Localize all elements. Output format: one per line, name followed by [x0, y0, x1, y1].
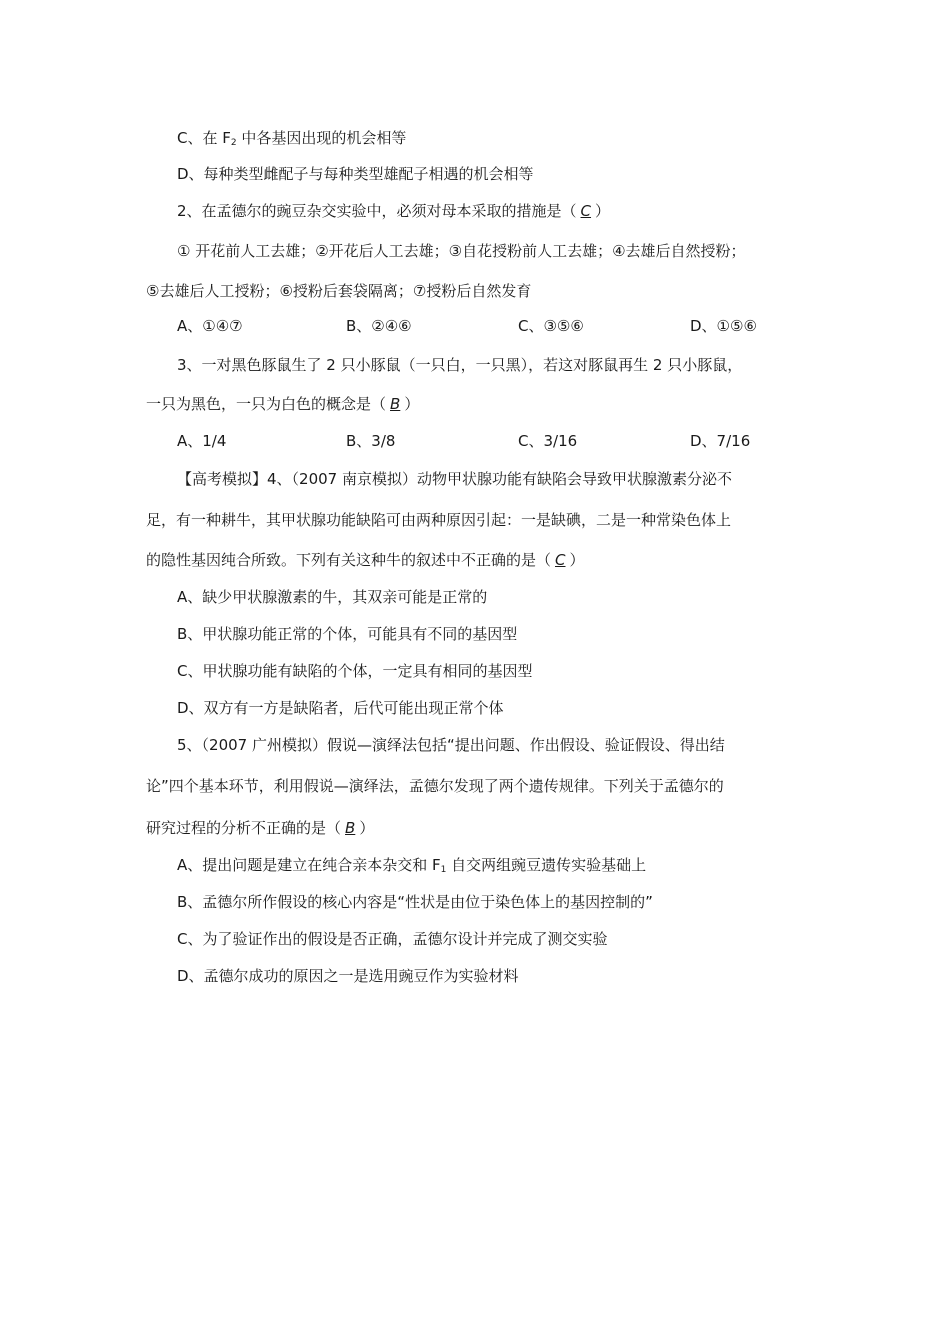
q5-option-a — [177, 855, 646, 875]
q4-option-d: D、双方有一方是缺陷者，后代可能出现正常个体 — [177, 699, 504, 717]
q4-option-a: A、缺少甲状腺激素的牛，其双亲可能是正常的 — [177, 588, 488, 606]
q4-option-b: B、甲状腺功能正常的个体，可能具有不同的基因型 — [177, 625, 518, 643]
q5-option-a-text: A、提出问题是建立在纯合亲本杂交和 F — [177, 856, 441, 874]
q3-stem-text: 一只为黑色，一只为白色的概念是（ — [146, 395, 387, 413]
q5-option-a-text-rest: 自交两组豌豆遗传实验基础上 — [446, 856, 647, 874]
q2-option-a: A、①④⑦ — [177, 317, 243, 335]
q5-stem-line3 — [146, 818, 374, 838]
q5-option-d: D、孟德尔成功的原因之一是选用豌豆作为实验材料 — [177, 967, 519, 985]
q2-option-c: C、③⑤⑥ — [518, 317, 584, 335]
q2-stem-close: ） — [595, 202, 611, 220]
q4-stem-line3 — [146, 550, 585, 570]
q3-stem-close: ） — [404, 395, 420, 413]
q1-option-c-text-rest: 中各基因出现的机会相等 — [236, 129, 407, 147]
q5-answer: B — [345, 819, 356, 837]
q3-answer: B — [390, 395, 401, 413]
q3-option-d: D、7/16 — [690, 432, 751, 450]
q4-stem-line1: 【高考模拟】4、（2007 南京模拟）动物甲状腺功能有缺陷会导致甲状腺激素分泌不 — [177, 470, 732, 488]
q5-option-a-subscript: 1 — [440, 865, 447, 875]
q5-stem-text: 研究过程的分析不正确的是（ — [146, 819, 342, 837]
q2-measures-line2: ⑤去雄后人工授粉；⑥授粉后套袋隔离；⑦授粉后自然发育 — [146, 282, 532, 300]
q2-measures-line1: ① 开花前人工去雄；②开花后人工去雄；③自花授粉前人工去雄；④去雄后自然授粉； — [177, 242, 746, 260]
q4-stem-line2: 足，有一种耕牛，其甲状腺功能缺陷可由两种原因引起：一是缺碘，二是一种常染色体上 — [146, 511, 732, 529]
q5-stem-close: ） — [359, 819, 375, 837]
q3-option-a: A、1/4 — [177, 432, 227, 450]
q1-option-c — [177, 128, 406, 148]
q3-stem-line1: 3、一对黑色豚鼠生了 2 只小豚鼠（一只白，一只黑），若这对豚鼠再生 2 只小豚鼠， — [177, 356, 743, 374]
q1-option-d: D、每种类型雌配子与每种类型雄配子相遇的机会相等 — [177, 165, 534, 183]
q3-option-c: C、3/16 — [518, 432, 578, 450]
q5-option-b: B、孟德尔所作假设的核心内容是“性状是由位于染色体上的基因控制的” — [177, 893, 653, 911]
q4-option-c: C、甲状腺功能有缺陷的个体，一定具有相同的基因型 — [177, 662, 533, 680]
q4-answer: C — [555, 551, 566, 569]
q1-option-c-text: C、在 F — [177, 129, 231, 147]
q3-option-b: B、3/8 — [346, 432, 396, 450]
q2-option-d: D、①⑤⑥ — [690, 317, 757, 335]
q1-option-c-subscript: 2 — [230, 138, 237, 148]
q2-option-b: B、②④⑥ — [346, 317, 412, 335]
q2-stem-text: 2、在孟德尔的豌豆杂交实验中，必须对母本采取的措施是（ — [177, 202, 577, 220]
q5-option-c: C、为了验证作出的假设是否正确，孟德尔设计并完成了测交实验 — [177, 930, 608, 948]
q2-stem — [177, 201, 610, 221]
q3-stem-line2 — [146, 394, 419, 414]
q4-stem-close: ） — [569, 551, 585, 569]
q5-stem-line1: 5、（2007 广州模拟）假说—演绎法包括“提出问题、作出假设、验证假设、得出结 — [177, 736, 725, 754]
q5-stem-line2: 论”四个基本环节，利用假说—演绎法，孟德尔发现了两个遗传规律。下列关于孟德尔的 — [146, 777, 724, 795]
q4-stem-text: 的隐性基因纯合所致。下列有关这种牛的叙述中不正确的是（ — [146, 551, 552, 569]
q2-answer: C — [580, 202, 592, 220]
